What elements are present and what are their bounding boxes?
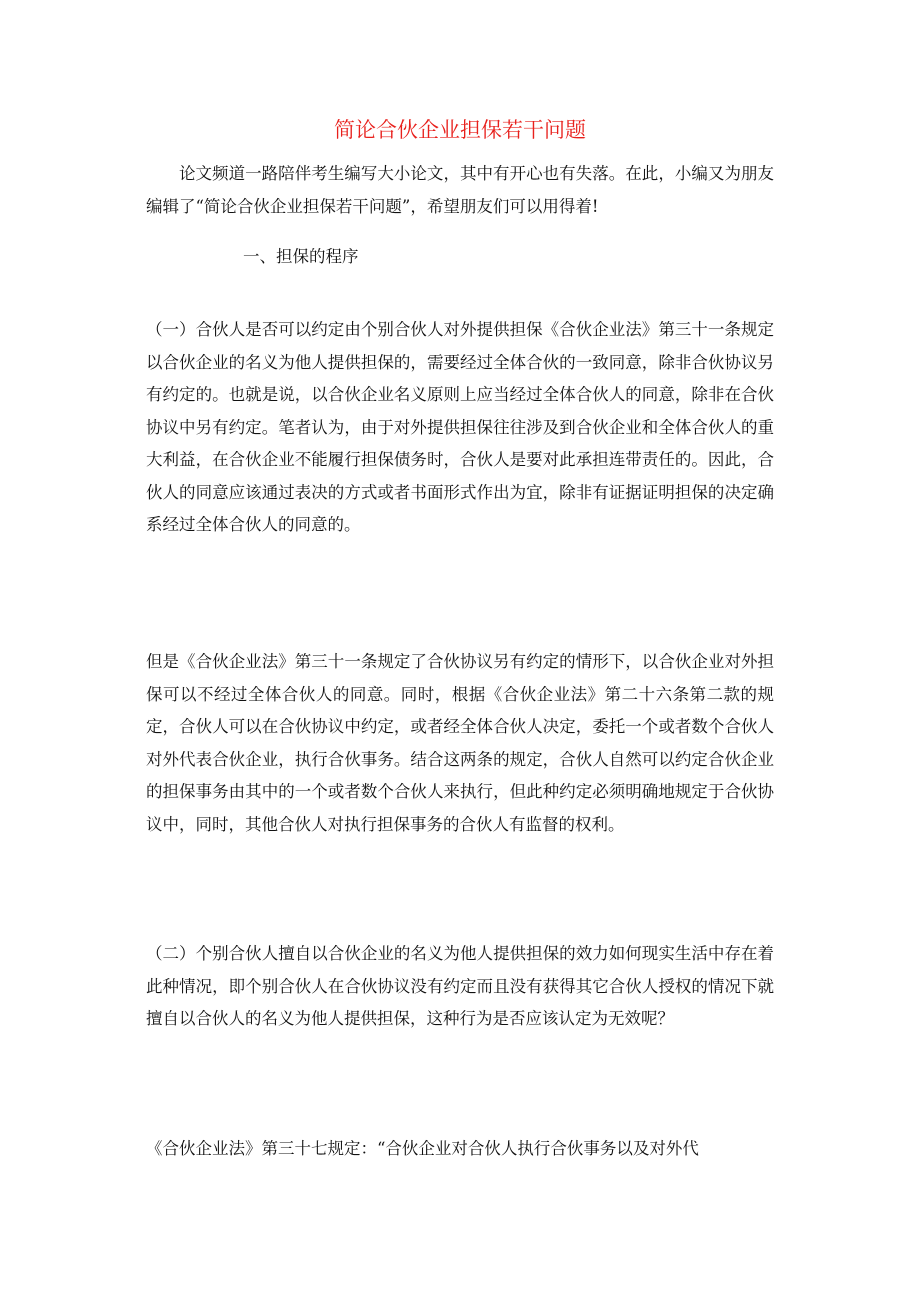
document-title: 简论合伙企业担保若干问题 xyxy=(334,118,586,142)
body-paragraph: 《合伙企业法》第三十七规定：“合伙企业对合伙人执行合伙事务以及对外代 xyxy=(146,1139,699,1158)
body-paragraph: （二）个别合伙人擅自以合伙企业的名义为他人提供担保的效力如何现实生活中存在着此种情况，即个别合伙人在合伙协议没有约定而且没有获得其它合伙人授权的情况下就擅自以合伙人的名义为他人提供担保，这种行为是否应该认定为无效呢？ xyxy=(146,944,774,1028)
body-paragraph: （一）合伙人是否可以约定由个别合伙人对外提供担保《合伙企业法》第三十一条规定以合伙企业的名义为他人提供担保的，需要经过全体合伙的一致同意，除非合伙协议另有约定的。也就是说，以合伙企业名义原则上应当经过全体合伙人的同意，除非在合伙协议中另有约定。笔者认为，由于对外提供担保往往涉及到合伙企业和全体合伙人的重大利益，在合伙企业不能履行担保债务时，合伙人是要对此承担连带责任的。因此，合伙人的同意应该通过表决的方式或者书面形式作出为宜，除非有证据证明担保的决定确系经过全体合伙人的同意的。 xyxy=(146,320,774,534)
section-heading: 一、担保的程序 xyxy=(243,247,359,266)
body-paragraph: 但是《合伙企业法》第三十一条规定了合伙协议另有约定的情形下，以合伙企业对外担保可以不经过全体合伙人的同意。同时，根据《合伙企业法》第二十六条第二款的规定，合伙人可以在合伙协议中约定，或者经全体合伙人决定，委托一个或者数个合伙人对外代表合伙企业，执行合伙事务。结合这两条的规定，合伙人自然可以约定合伙企业的担保事务由其中的一个或者数个合伙人来执行，但此种约定必须明确地规定于合伙协议中，同时，其他合伙人对执行担保事务的合伙人有监督的权利。 xyxy=(146,652,774,834)
intro-paragraph: 论文频道一路陪伴考生编写大小论文，其中有开心也有失落。在此，小编又为朋友编辑了“简论合伙企业担保若干问题”，希望朋友们可以用得着! xyxy=(146,164,774,216)
